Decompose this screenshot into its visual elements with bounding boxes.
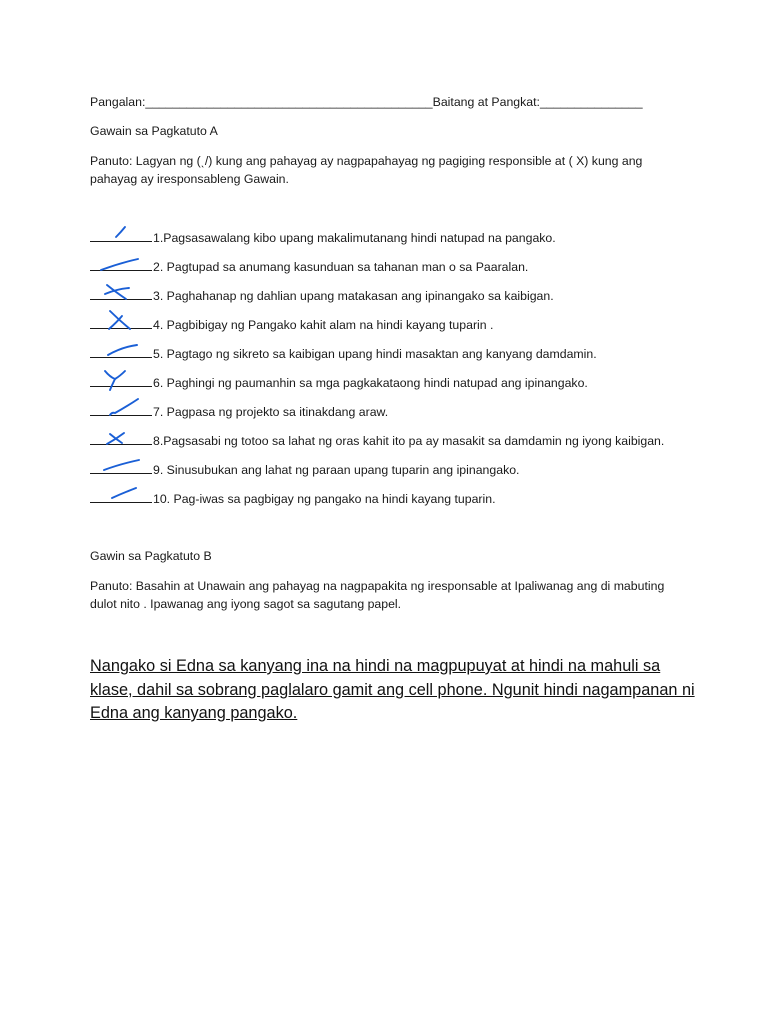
header-row xyxy=(90,95,643,110)
list-item xyxy=(90,317,493,333)
section-a-instructions: Panuto: Lagyan ng (ˎ/) kung ang pahayag ay nagpapahayag ng pagiging responsible at ( X) kung ang pahayag ay iresponsableng Gawain. xyxy=(90,154,643,186)
list-item xyxy=(90,375,588,391)
check-mark-icon xyxy=(98,338,148,362)
check-mark-icon xyxy=(98,454,148,478)
list-item xyxy=(90,491,496,507)
check-mark-icon xyxy=(98,395,148,419)
item-text: 10. Pag-iwas sa pagbigay ng pangako na hindi kayang tuparin. xyxy=(153,492,496,506)
item-text: 5. Pagtago ng sikreto sa kaibigan upang hindi masaktan ang kanyang damdamin. xyxy=(153,347,597,361)
x-mark-icon xyxy=(98,308,148,332)
list-item xyxy=(90,346,597,362)
check-mark-icon xyxy=(98,252,148,276)
item-text: 1.Pagsasawalang kibo upang makalimutanang hindi natupad na pangako. xyxy=(153,231,556,245)
list-item xyxy=(90,259,528,275)
list-item xyxy=(90,433,664,449)
list-item xyxy=(90,462,519,478)
list-item xyxy=(90,288,554,304)
section-b-instructions: Panuto: Basahin at Unawain ang pahayag na nagpapakita ng iresponsable at Ipaliwanag ang di mabuting dulot nito . Ipawanag ang iyong sagot sa sagutang papel. xyxy=(90,579,665,611)
list-item xyxy=(90,230,556,246)
x-mark-icon xyxy=(98,425,148,449)
item-text: 2. Pagtupad sa anumang kasunduan sa tahanan man o sa Paaralan. xyxy=(153,260,529,274)
item-text: 8.Pagsasabi ng totoo sa lahat ng oras kahit ito pa ay masakit sa damdamin ng iyong kaibigan. xyxy=(153,434,665,448)
item-text: 7. Pagpasa ng projekto sa itinakdang araw. xyxy=(153,405,389,419)
check-mark-icon xyxy=(98,482,148,506)
name-label: Pangalan:__________________________________________ xyxy=(90,95,433,109)
check-mark-icon xyxy=(98,222,148,246)
item-text: 4. Pagbibigay ng Pangako kahit alam na hindi kayang tuparin . xyxy=(153,318,494,332)
grade-label: Baitang at Pangkat:_______________ xyxy=(432,95,643,109)
item-text: 3. Paghahanap ng dahlian upang matakasan ang ipinangako sa kaibigan. xyxy=(153,289,554,303)
item-text: 9. Sinusubukan ang lahat ng paraan upang tuparin ang ipinangako. xyxy=(153,463,520,477)
x-mark-icon xyxy=(98,366,148,390)
section-a-title: Gawain sa Pagkatuto A xyxy=(90,124,218,138)
item-text: 6. Paghingi ng paumanhin sa mga pagkakataong hindi natupad ang ipinangako. xyxy=(153,376,588,390)
x-mark-icon xyxy=(98,280,148,304)
section-b-title: Gawin sa Pagkatuto B xyxy=(90,549,212,563)
story-paragraph: Nangako si Edna sa kanyang ina na hindi na magpupuyat at hindi na mahuli sa klase, dahil sa sobrang paglalaro gamit ang cell phone. Ngunit hindi nagampanan ni Edna ang kanyang pangako. xyxy=(90,657,695,722)
